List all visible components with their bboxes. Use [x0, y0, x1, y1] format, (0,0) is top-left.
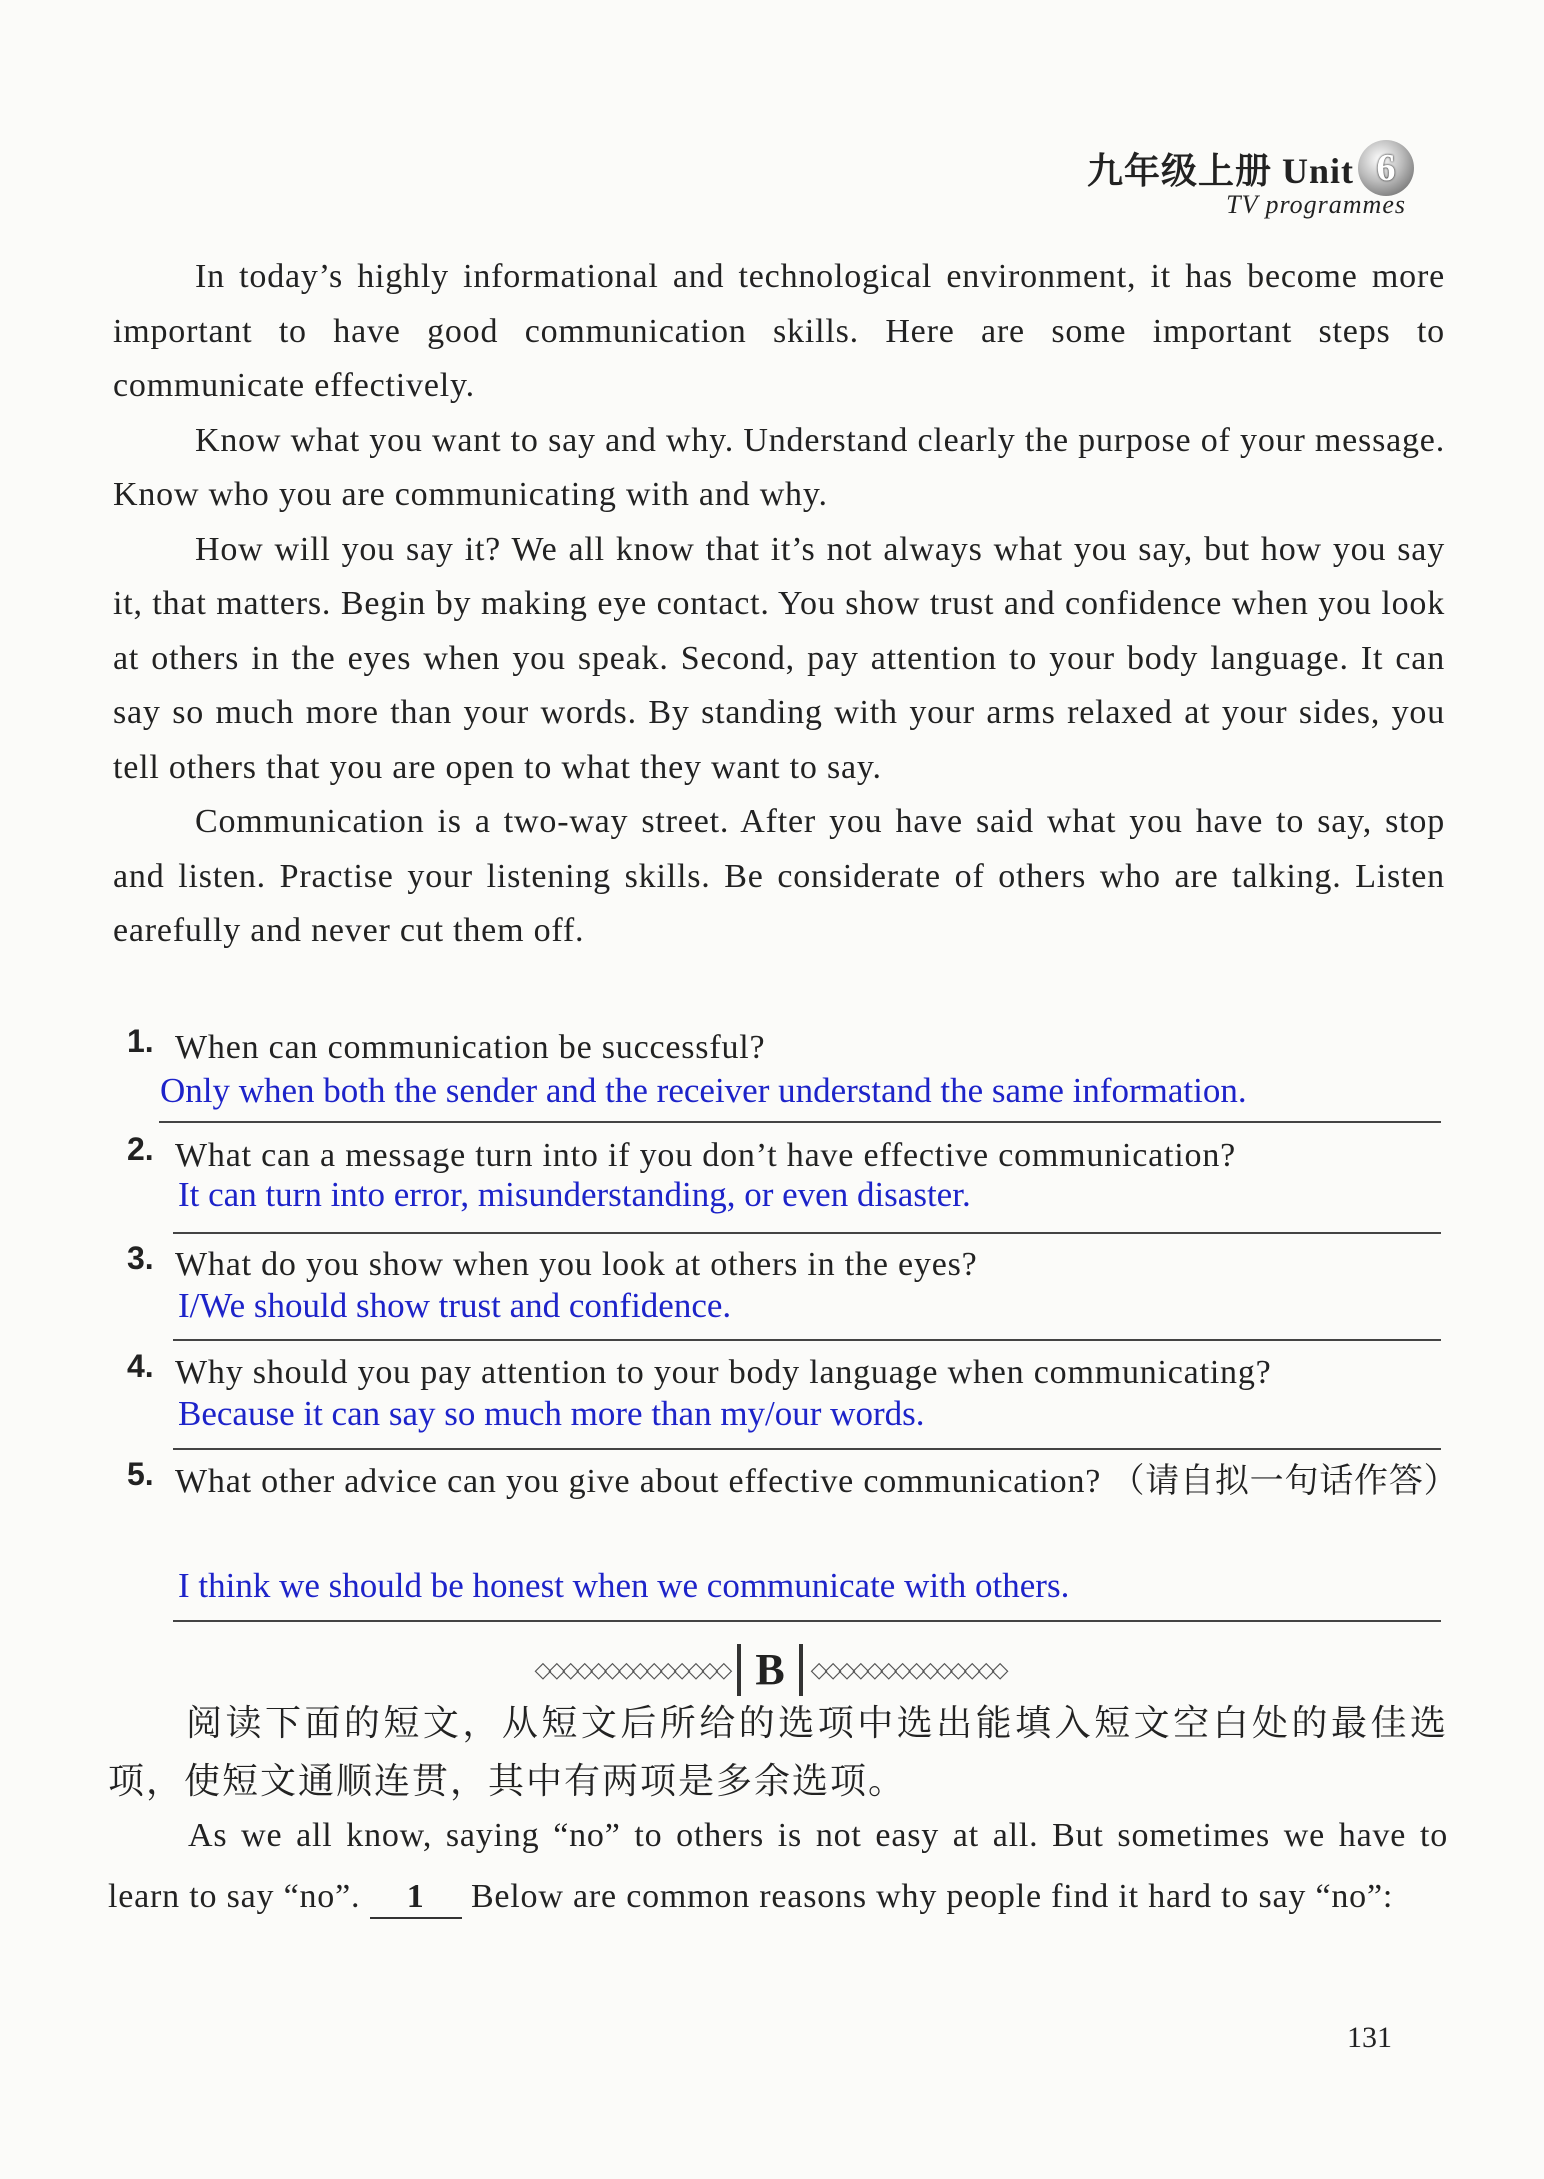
passage-paragraph: How will you say it? We all know that it’s not always what you say, but how you say it, that matters. Begin by making eye contact. You show trust and confidence when you look at others in the eyes when you speak. Second, pay attention to your body language. It can say so much more than your words. By standing with your arms relaxed at your sides, you tell others that you are open to what they want to say.: [113, 530, 1445, 786]
answer-text: I/We should show trust and confidence.: [178, 1286, 732, 1325]
answer-text: Only when both the sender and the receiver understand the same information.: [160, 1071, 1247, 1110]
question-number: 1.: [127, 1023, 154, 1059]
page-number: 131: [1347, 2021, 1392, 2054]
header-title-row: [1087, 140, 1414, 196]
cloze-passage: [108, 1805, 1448, 1927]
question-text: What can a message turn into if you don’t have effective communication?: [175, 1137, 1237, 1174]
answer-line: [173, 1620, 1441, 1622]
reading-passage: [113, 250, 1445, 959]
section-instructions: 阅读下面的短文，从短文后所给的选项中选出能填入短文空白处的最佳选项，使短文通顺连贯，其中有两项是多余选项。: [108, 1703, 1448, 1802]
question-text: What other advice can you give about effective communication? （请自拟一句话作答）: [175, 1463, 1459, 1500]
page-header: [1087, 140, 1414, 220]
unit-subtitle: TV programmes: [1226, 190, 1406, 219]
diamond-decoration-left: ◇◇◇◇◇◇◇◇◇◇◇◇◇◇: [534, 1657, 730, 1682]
section-b-heading: [445, 1640, 1095, 1700]
answer-text: I think we should be honest when we communicate with others.: [178, 1566, 1070, 1605]
question-number: 2.: [127, 1131, 154, 1167]
passage-paragraph: In today’s highly informational and technological environment, it has become more important to have good communication skills. Here are some important steps to communicate effectively.: [113, 258, 1445, 404]
diamond-decoration-right: ◇◇◇◇◇◇◇◇◇◇◇◇◇◇: [810, 1657, 1006, 1682]
cloze-text-before: As we all know, saying “no” to others is not easy at all. But sometimes we have to learn to say “no”.: [108, 1817, 1448, 1915]
question-text: Why should you pay attention to your body language when communicating?: [175, 1354, 1272, 1391]
answer-text: It can turn into error, misunderstanding, or even disaster.: [178, 1175, 971, 1214]
answer-line: [173, 1448, 1441, 1450]
cloze-paragraph: [108, 1805, 1448, 1927]
book-title: 九年级上册 Unit: [1086, 150, 1354, 191]
question-number: 3.: [127, 1240, 154, 1276]
passage-paragraph: Know what you want to say and why. Understand clearly the purpose of your message. Know who you are communicating with and why.: [113, 421, 1445, 513]
question-number: 4.: [127, 1348, 154, 1384]
answer-line: [173, 1232, 1441, 1234]
answer-text: Because it can say so much more than my/our words.: [178, 1394, 925, 1433]
section-letter: B: [737, 1644, 802, 1696]
answer-line: [159, 1121, 1441, 1123]
passage-paragraph: Communication is a two-way street. After you have said what you have to say, stop and listen. Practise your listening skills. Be considerate of others who are talking. Listen earefully and never cut them off.: [113, 803, 1445, 949]
unit-number-badge: 6: [1358, 140, 1414, 196]
question-text: What do you show when you look at others in the eyes?: [175, 1246, 978, 1283]
cloze-text-after: Below are common reasons why people find it hard to say “no”:: [470, 1878, 1394, 1915]
cloze-blank[interactable]: 1: [370, 1877, 462, 1919]
answer-line: [173, 1339, 1441, 1341]
question-text: When can communication be successful?: [175, 1029, 766, 1066]
question-number: 5.: [127, 1456, 154, 1492]
